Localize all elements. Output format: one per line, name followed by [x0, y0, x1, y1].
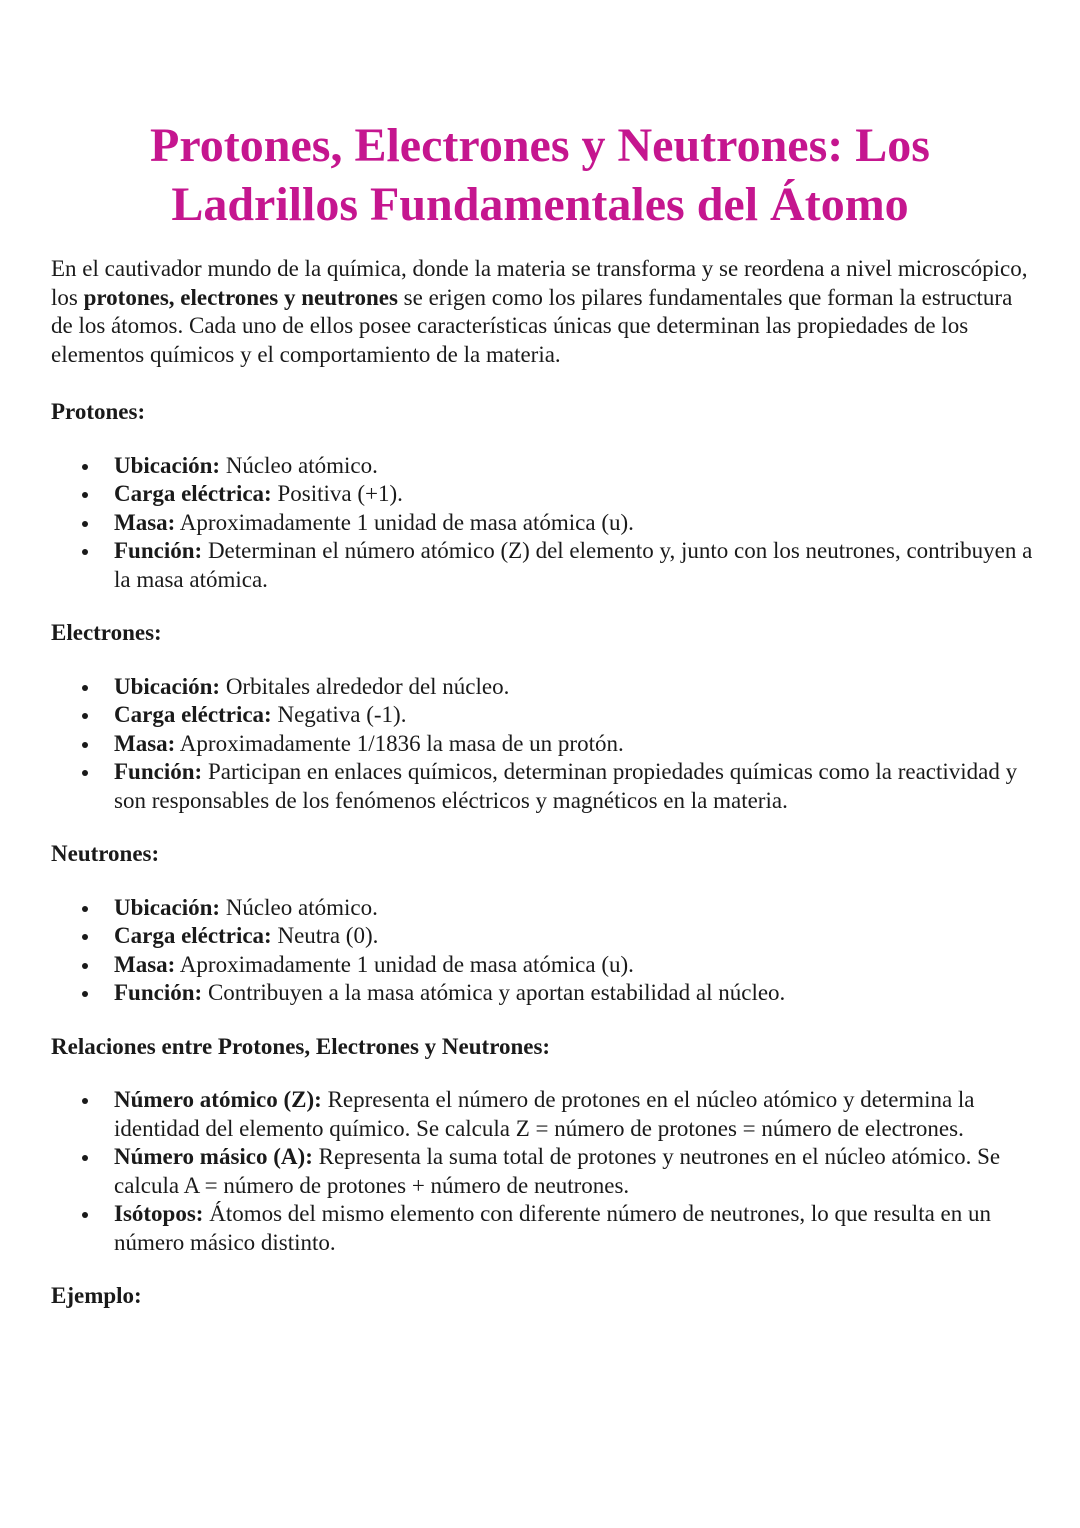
- list-item: [114, 758, 1036, 815]
- item-label: Isótopos:: [114, 1201, 204, 1226]
- list-item: [114, 701, 1036, 730]
- section-heading-neutrones: Neutrones:: [51, 841, 160, 866]
- document-body: [51, 255, 1036, 1336]
- list-item: [114, 1143, 1036, 1200]
- page-title: Protones, Electrones y Neutrones: Los Ladrillos Fundamentales del Átomo: [150, 119, 930, 231]
- intro-text-start: En el cautivador mundo de la química, donde la materia se transforma y se reordena a nivel microscópico, los: [51, 256, 1028, 310]
- item-text: Representa el número de protones en el núcleo atómico y determina la identidad del elemento químico. Se calcula Z = número de protones = número de electrones.: [114, 1087, 975, 1141]
- item-text: Aproximadamente 1 unidad de masa atómica (u).: [175, 951, 634, 977]
- item-text: Contribuyen a la masa atómica y aportan estabilidad al núcleo.: [202, 980, 786, 1005]
- list-item: [114, 1086, 1036, 1143]
- item-label: Función:: [114, 759, 203, 784]
- item-label: Número másico (A):: [114, 1144, 313, 1169]
- item-text: Representa la suma total de protones y neutrones en el núcleo atómico. Se calcula A = número de protones + número de neutrones.: [114, 1144, 1001, 1198]
- item-text: Núcleo atómico.: [220, 894, 378, 920]
- section-heading-electrones: Electrones:: [51, 620, 162, 645]
- item-text: Átomos del mismo elemento con diferente número de neutrones, lo que resulta en un número másico distinto.: [114, 1201, 992, 1255]
- item-label: Masa:: [114, 509, 176, 535]
- intro-text-bold: protones, electrones y neutrones: [83, 284, 398, 310]
- item-label: Ubicación:: [114, 452, 221, 478]
- item-label: Función:: [114, 538, 203, 563]
- item-label: Función:: [114, 980, 203, 1005]
- item-text: Neutra (0).: [271, 923, 379, 948]
- item-label: Masa:: [114, 951, 176, 977]
- example-heading: Ejemplo:: [51, 1283, 142, 1308]
- item-text: Núcleo atómico.: [220, 452, 378, 478]
- list-item: [114, 509, 1036, 538]
- list-electrones: [51, 673, 1036, 816]
- item-label: Ubicación:: [114, 894, 221, 920]
- list-item: [114, 979, 1036, 1008]
- section-heading-relaciones: Relaciones entre Protones, Electrones y Neutrones:: [51, 1033, 551, 1059]
- item-label: Número atómico (Z):: [114, 1087, 322, 1112]
- item-text: Participan en enlaces químicos, determinan propiedades químicas como la reactividad y son responsables de los fenómenos eléctricos y magnéticos en la materia.: [114, 759, 1018, 813]
- item-label: Carga eléctrica:: [114, 702, 272, 727]
- intro-text-end: se erigen como los pilares fundamentales que forman la estructura de los átomos. Cada uno de ellos posee características únicas que determinan las propiedades de los elementos químicos y el comportamiento de la materia.: [51, 284, 1013, 367]
- section-heading-protones: Protones:: [51, 399, 146, 424]
- list-item: [114, 922, 1036, 951]
- list-item: [114, 452, 1036, 481]
- item-text: Positiva (+1).: [271, 481, 403, 506]
- list-item: [114, 537, 1036, 594]
- list-item: [114, 951, 1036, 980]
- list-item: [114, 894, 1036, 923]
- item-label: Ubicación:: [114, 673, 221, 699]
- list-neutrones: [51, 894, 1036, 1008]
- item-label: Masa:: [114, 730, 176, 756]
- item-label: Carga eléctrica:: [114, 481, 272, 506]
- item-text: Determinan el número atómico (Z) del elemento y, junto con los neutrones, contribuyen a la masa atómica.: [114, 538, 1033, 592]
- list-relaciones: [51, 1086, 1036, 1257]
- list-protones: [51, 452, 1036, 595]
- item-label: Carga eléctrica:: [114, 923, 272, 948]
- item-text: Negativa (-1).: [271, 702, 407, 727]
- list-item: [114, 1200, 1036, 1257]
- list-item: [114, 730, 1036, 759]
- list-item: [114, 480, 1036, 509]
- item-text: Orbitales alrededor del núcleo.: [220, 673, 510, 699]
- item-text: Aproximadamente 1/1836 la masa de un protón.: [175, 730, 624, 756]
- intro-paragraph: [51, 255, 1036, 369]
- list-item: [114, 673, 1036, 702]
- item-text: Aproximadamente 1 unidad de masa atómica (u).: [175, 509, 634, 535]
